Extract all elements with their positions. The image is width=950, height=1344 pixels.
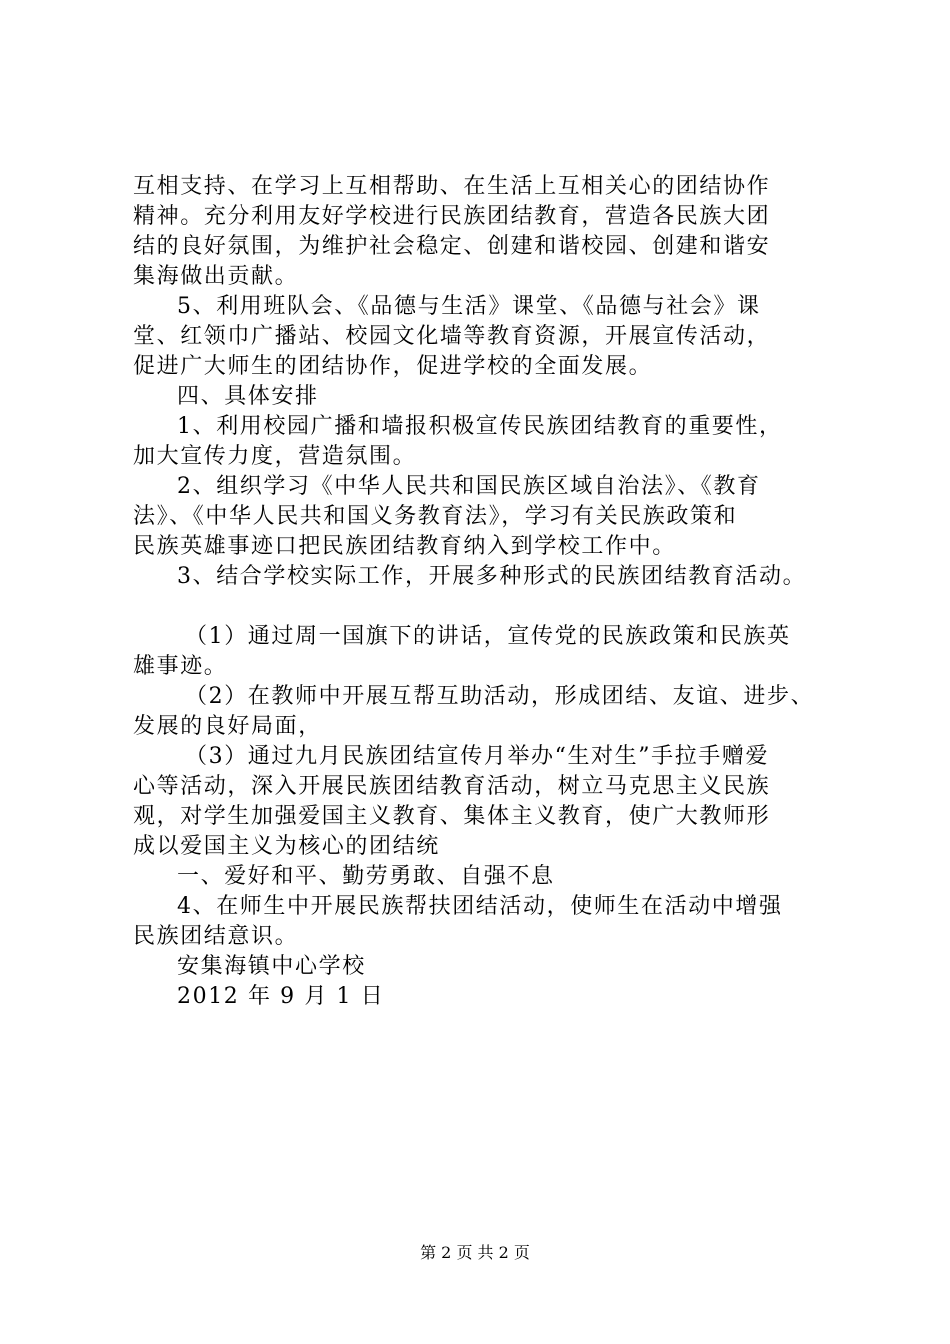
- text-line: 心等活动，深入开展民族团结教育活动，树立马克思主义民族: [133, 774, 771, 799]
- text-line: 互相支持、在学习上互相帮助、在生活上互相关心的团结协作: [133, 174, 771, 199]
- text-line: 3、结合学校实际工作，开展多种形式的民族团结教育活动。: [177, 564, 807, 589]
- text-line: 5、利用班队会、《品德与生活》课堂、《品德与社会》课: [177, 294, 761, 319]
- text-line: 2012 年 9 月 1 日: [177, 984, 385, 1009]
- text-line: 法》、《中华人民共和国义务教育法》，学习有关民族政策和: [133, 504, 738, 529]
- text-line: 民族团结意识。: [133, 924, 299, 949]
- blank-line: [133, 592, 853, 622]
- text-line: 精神。充分利用友好学校进行民族团结教育，营造各民族大团: [133, 204, 771, 229]
- text-line: 集海做出贡献。: [133, 264, 299, 289]
- text-line: 民族英雄事迹口把民族团结教育纳入到学校工作中。: [133, 534, 676, 559]
- page-footer: [0, 1242, 950, 1264]
- text-line: 安集海镇中心学校: [177, 954, 366, 979]
- text-line: （2）在教师中开展互帮互助活动，形成团结、友谊、进步、: [185, 684, 815, 709]
- page-number: 第 2 页 共 2 页: [420, 1243, 530, 1262]
- text-line: （3）通过九月民族团结宣传月举办“生对生”手拉手赠爱: [185, 744, 770, 769]
- text-line: 堂、红领巾广播站、校园文化墙等教育资源，开展宣传活动，: [133, 324, 771, 349]
- text-line: 雄事迹。: [133, 654, 228, 679]
- text-line: 四、具体安排: [177, 384, 319, 409]
- text-line: 发展的良好局面，: [133, 714, 322, 739]
- text-line: 4、在师生中开展民族帮扶团结活动，使师生在活动中增强: [177, 894, 783, 919]
- text-line: 观，对学生加强爱国主义教育、集体主义教育，使广大教师形: [133, 804, 771, 829]
- text-line: 一、爱好和平、勤劳勇敢、自强不息: [177, 864, 555, 889]
- text-line: 成以爱国主义为核心的团结统: [133, 834, 440, 859]
- text-line: 1、利用校园广播和墙报积极宣传民族团结教育的重要性，: [177, 414, 783, 439]
- text-line: （1）通过周一国旗下的讲话，宣传党的民族政策和民族英: [185, 624, 791, 649]
- text-line: 加大宣传力度，营造氛围。: [133, 444, 417, 469]
- text-line: 促进广大师生的团结协作，促进学校的全面发展。: [133, 354, 653, 379]
- text-line: 2、组织学习《中华人民共和国民族区域自治法》、《教育: [177, 474, 761, 499]
- text-line: 结的良好氛围，为维护社会稳定、创建和谐校园、创建和谐安: [133, 234, 771, 259]
- document-body: [133, 172, 853, 1012]
